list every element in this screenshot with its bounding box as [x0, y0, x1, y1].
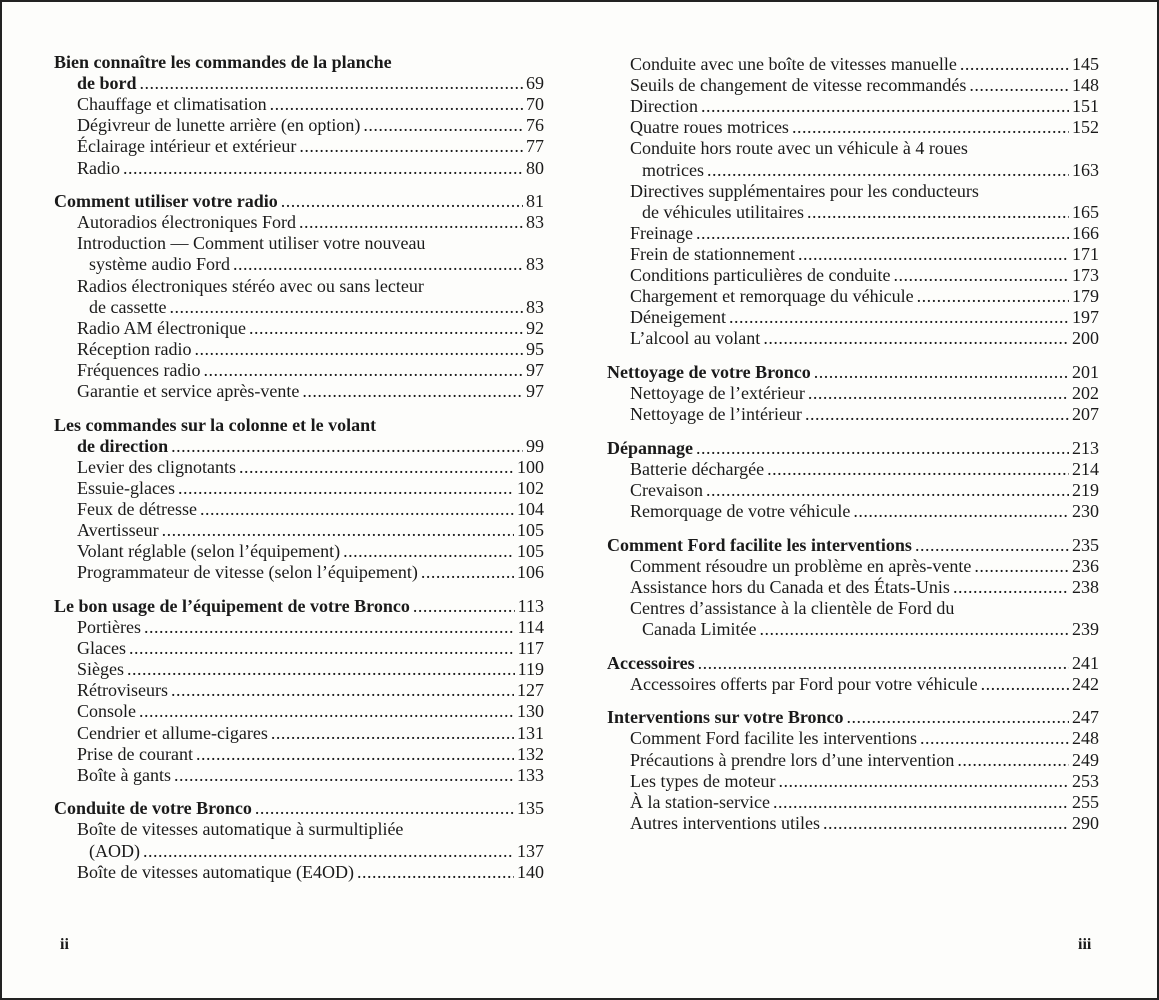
toc-entry-title: Nettoyage de l’extérieur — [630, 383, 805, 403]
toc-entry — [630, 674, 1099, 695]
dot-leader — [127, 659, 515, 680]
dot-leader — [920, 728, 1069, 749]
toc-entry-page: 106 — [517, 562, 544, 583]
toc-entry — [77, 765, 544, 786]
toc-entry-title: Batterie déchargée — [630, 458, 765, 479]
toc-entry-title: Boîte de vitesses automatique (E4OD) — [77, 861, 354, 882]
toc-entry-title: Chargement et remorquage du véhicule — [630, 286, 914, 307]
toc-entry — [77, 360, 544, 381]
toc-entry-heading — [77, 819, 544, 840]
toc-entry-page: 130 — [517, 701, 544, 722]
toc-entry-page: 81 — [526, 191, 544, 212]
toc-entry-title: Autres interventions utiles — [630, 812, 820, 833]
dot-leader — [129, 638, 515, 659]
toc-entry-title: Comment Ford facilite les interventions — [607, 534, 912, 555]
toc-entry-title: de véhicules utilitaires — [642, 201, 804, 222]
toc-entry — [89, 841, 544, 862]
toc-entry-title: Sièges — [77, 659, 124, 680]
toc-entry-title: Réception radio — [77, 338, 192, 359]
toc-entry — [54, 596, 544, 617]
toc-entry-title: Conduite de votre Bronco — [54, 798, 252, 819]
dot-leader — [413, 596, 515, 617]
toc-entry-title: Centres d’assistance à la clientèle de Ford du — [630, 597, 955, 618]
dot-leader — [808, 383, 1069, 404]
toc-entry-title: Précautions à prendre lors d’une intervention — [630, 749, 955, 770]
toc-entry — [642, 619, 1099, 640]
dot-leader — [421, 562, 514, 583]
toc-entry-page: 201 — [1072, 361, 1099, 382]
toc-entry-page: 242 — [1072, 673, 1099, 694]
toc-entry-page: 166 — [1072, 222, 1099, 243]
dot-leader — [696, 223, 1069, 244]
toc-entry-page: 238 — [1072, 576, 1099, 597]
toc-entry-title: Console — [77, 701, 137, 722]
toc-entry-page: 104 — [517, 499, 544, 519]
dot-leader — [281, 191, 523, 212]
toc-entry-title: Garantie et service après-vente — [77, 381, 300, 401]
toc-entry-page: 83 — [526, 212, 544, 233]
toc-entry-title: Éclairage intérieur et extérieur — [77, 136, 297, 157]
toc-entry — [77, 457, 544, 478]
dot-leader — [798, 244, 1069, 265]
toc-entry — [77, 659, 544, 680]
toc-entry-page: 83 — [526, 254, 544, 275]
toc-entry — [77, 638, 544, 659]
toc-entry — [630, 244, 1099, 265]
toc-entry-title: Chauffage et climatisation — [77, 94, 267, 115]
toc-entry-title: Programmateur de vitesse (selon l’équipement) — [77, 562, 418, 583]
toc-entry — [630, 813, 1099, 834]
toc-entry-page: 135 — [517, 798, 544, 819]
toc-entry-page: 213 — [1072, 437, 1099, 458]
toc-entry — [630, 383, 1099, 404]
toc-entry — [630, 792, 1099, 813]
dot-leader — [814, 362, 1069, 383]
toc-entry-page: 248 — [1072, 728, 1099, 749]
toc-entry-title: Essuie-glaces — [77, 477, 175, 498]
toc-entry-title: Dégivreur de lunette arrière (en option) — [77, 115, 361, 136]
toc-entry-page: 97 — [526, 359, 544, 380]
dot-leader — [299, 136, 523, 157]
toc-entry-page: 131 — [517, 722, 544, 743]
toc-entry-page: 152 — [1072, 117, 1099, 138]
toc-entry-page: 117 — [517, 638, 544, 659]
toc-entry — [607, 362, 1099, 383]
toc-entry-page: 105 — [517, 541, 544, 562]
toc-entry-title: de bord — [77, 73, 137, 94]
toc-entry-page: 92 — [526, 317, 544, 338]
toc-entry-title: Crevaison — [630, 479, 703, 500]
dot-leader — [960, 54, 1069, 75]
toc-entry — [77, 73, 544, 94]
toc-entry — [630, 223, 1099, 244]
dot-leader — [792, 117, 1069, 138]
dot-leader — [917, 286, 1069, 307]
toc-entry-title: Accessoires — [607, 652, 695, 673]
toc-entry-page: 69 — [526, 73, 544, 94]
page-number-left: ii — [60, 936, 69, 953]
toc-entry-title: Seuils de changement de vitesse recommandés — [630, 75, 967, 96]
toc-entry-heading — [54, 52, 544, 73]
toc-entry — [630, 404, 1099, 425]
dot-leader — [233, 254, 523, 275]
dot-leader — [953, 577, 1069, 598]
toc-entry-title: Autoradios électroniques Ford — [77, 212, 296, 233]
toc-entry-page: 290 — [1072, 812, 1099, 833]
toc-entry-title: Portières — [77, 617, 141, 637]
toc-entry-page: 132 — [517, 743, 544, 764]
toc-entry-title: Déneigement — [630, 307, 726, 328]
dot-leader — [778, 771, 1069, 792]
dot-leader — [853, 501, 1069, 522]
toc-entry — [630, 577, 1099, 598]
toc-entry — [630, 96, 1099, 117]
dot-leader — [729, 307, 1069, 328]
dot-leader — [270, 94, 523, 115]
dot-leader — [239, 457, 514, 478]
toc-entry-page: 171 — [1072, 243, 1099, 264]
toc-entry-page: 83 — [526, 296, 544, 317]
toc-entry — [630, 501, 1099, 522]
dot-leader — [773, 792, 1069, 813]
toc-entry — [77, 680, 544, 701]
toc-entry — [630, 459, 1099, 480]
toc-entry-page: 236 — [1072, 555, 1099, 576]
toc-entry — [630, 265, 1099, 286]
toc-entry-page: 113 — [517, 595, 544, 616]
toc-entry-title: Cendrier et allume-cigares — [77, 722, 268, 743]
dot-leader — [123, 158, 523, 179]
toc-entry-title: Accessoires offerts par Ford pour votre véhicule — [630, 673, 978, 694]
toc-entry-title: Fréquences radio — [77, 359, 201, 380]
dot-leader — [140, 73, 523, 94]
dot-leader — [893, 265, 1069, 286]
toc-entry-title: Canada Limitée — [642, 619, 757, 639]
dot-leader — [139, 701, 514, 722]
toc-entry — [630, 54, 1099, 75]
toc-entry — [630, 286, 1099, 307]
toc-entry — [607, 653, 1099, 674]
toc-entry — [77, 541, 544, 562]
toc-entry — [630, 307, 1099, 328]
dot-leader — [144, 617, 515, 638]
dot-leader — [143, 841, 514, 862]
toc-entry-page: 99 — [526, 435, 544, 456]
toc-entry-title: Le bon usage de l’équipement de votre Bronco — [54, 595, 410, 616]
toc-entry-page: 127 — [517, 680, 544, 701]
toc-entry-title: Directives supplémentaires pour les conducteurs — [630, 180, 979, 201]
toc-entry-page: 119 — [517, 659, 544, 680]
dot-leader — [701, 96, 1069, 117]
dot-leader — [162, 520, 514, 541]
toc-entry — [77, 318, 544, 339]
toc-entry-page: 105 — [517, 520, 544, 541]
toc-entry-title: Interventions sur votre Bronco — [607, 707, 844, 728]
toc-entry — [77, 562, 544, 583]
toc-entry-page: 80 — [526, 157, 544, 178]
toc-entry-page: 255 — [1072, 791, 1099, 812]
toc-entry-title: Introduction — Comment utiliser votre nouveau — [77, 233, 426, 254]
dot-leader — [981, 674, 1069, 695]
dot-leader — [299, 212, 523, 233]
toc-entry-page: 97 — [526, 381, 544, 401]
dot-leader — [847, 707, 1070, 728]
toc-entry-page: 114 — [517, 617, 544, 637]
toc-entry — [77, 701, 544, 722]
toc-entry — [77, 94, 544, 115]
toc-entry-title: Les commandes sur la colonne et le volant — [54, 414, 377, 435]
page-number-right: iii — [1078, 936, 1092, 953]
toc-entry-title: Volant réglable (selon l’équipement) — [77, 541, 341, 562]
toc-entry-title: Les types de moteur — [630, 770, 776, 791]
toc-entry-page: 239 — [1072, 619, 1099, 639]
dot-leader — [203, 360, 523, 381]
dot-leader — [194, 339, 523, 360]
toc-entry — [77, 381, 544, 402]
toc-entry — [607, 438, 1099, 459]
toc-entry — [642, 160, 1099, 181]
toc-entry-page: 214 — [1072, 458, 1099, 479]
toc-entry-heading — [630, 138, 1099, 159]
toc-entry — [89, 254, 544, 275]
toc-entry — [630, 328, 1099, 349]
toc-entry-page: 140 — [517, 861, 544, 882]
toc-entry — [630, 117, 1099, 138]
toc-entry-heading — [630, 598, 1099, 619]
toc-entry — [77, 115, 544, 136]
toc-entry-page: 100 — [517, 456, 544, 477]
toc-entry-page: 133 — [517, 764, 544, 785]
dot-leader — [957, 750, 1069, 771]
dot-leader — [169, 297, 523, 318]
toc-entry-heading — [54, 415, 544, 436]
toc-entry-page: 249 — [1072, 749, 1099, 770]
toc-entry-title: Rétroviseurs — [77, 680, 168, 701]
toc-entry — [54, 191, 544, 212]
dot-leader — [200, 499, 514, 520]
dot-leader — [767, 459, 1069, 480]
toc-entry — [630, 750, 1099, 771]
toc-entry-title: de cassette — [89, 296, 167, 317]
dot-leader — [915, 535, 1069, 556]
dot-leader — [178, 478, 514, 499]
toc-entry — [607, 707, 1099, 728]
toc-entry-title: Feux de détresse — [77, 499, 197, 519]
toc-entry-page: 148 — [1072, 75, 1099, 96]
dot-leader — [698, 653, 1069, 674]
toc-entry-title: Quatre roues motrices — [630, 117, 789, 138]
toc-entry — [77, 723, 544, 744]
toc-entry-title: Radio — [77, 157, 120, 178]
dot-leader — [196, 744, 514, 765]
dot-leader — [171, 436, 523, 457]
toc-entry — [77, 520, 544, 541]
toc-entry-title: Levier des clignotants — [77, 456, 236, 477]
toc-entry — [89, 297, 544, 318]
toc-entry-title: Freinage — [630, 222, 693, 243]
toc-entry-title: Radios électroniques stéréo avec ou sans lecteur — [77, 275, 424, 296]
toc-entry-page: 219 — [1072, 479, 1099, 500]
toc-entry — [630, 728, 1099, 749]
toc-entry-title: Avertisseur — [77, 520, 159, 541]
toc-entry-page: 207 — [1072, 404, 1099, 425]
toc-entry-page: 76 — [526, 115, 544, 136]
toc-entry-title: Dépannage — [607, 437, 694, 458]
toc-entry-title: Bien connaître les commandes de la planche — [54, 52, 392, 72]
toc-entry-title: Frein de stationnement — [630, 243, 795, 264]
toc-entry-title: système audio Ford — [89, 254, 230, 275]
toc-entry-page: 179 — [1072, 286, 1099, 307]
toc-entry — [630, 771, 1099, 792]
toc-entry-title: Assistance hors du Canada et des États-Unis — [630, 576, 950, 597]
dot-leader — [174, 765, 514, 786]
toc-entry-heading — [77, 276, 544, 297]
toc-entry-page: 197 — [1072, 307, 1099, 328]
toc-entry-title: Boîte à gants — [77, 764, 171, 785]
toc-entry-title: Remorquage de votre véhicule — [630, 501, 851, 521]
toc-entry-page: 102 — [517, 477, 544, 498]
toc-entry — [77, 617, 544, 638]
toc-entry-page: 145 — [1072, 54, 1099, 74]
dot-leader — [302, 381, 523, 402]
toc-entry — [77, 744, 544, 765]
dot-leader — [763, 328, 1069, 349]
toc-entry-page: 253 — [1072, 770, 1099, 791]
toc-entry-title: Glaces — [77, 638, 126, 659]
toc-entry — [77, 158, 544, 179]
toc-entry-page: 235 — [1072, 534, 1099, 555]
toc-entry-page: 173 — [1072, 265, 1099, 285]
dot-leader — [969, 75, 1069, 96]
toc-entry-title: Conduite avec une boîte de vitesses manuelle — [630, 54, 957, 74]
dot-leader — [363, 115, 523, 136]
toc-entry-title: Nettoyage de votre Bronco — [607, 361, 811, 382]
dot-leader — [357, 862, 514, 883]
toc-entry — [77, 212, 544, 233]
toc-entry — [77, 136, 544, 157]
dot-leader — [271, 723, 514, 744]
toc-entry — [77, 499, 544, 520]
dot-leader — [249, 318, 523, 339]
dot-leader — [255, 798, 514, 819]
toc-entry — [642, 202, 1099, 223]
toc-entry-page: 137 — [517, 840, 544, 861]
toc-entry — [77, 478, 544, 499]
toc-entry-page: 200 — [1072, 328, 1099, 349]
toc-entry-page: 165 — [1072, 201, 1099, 222]
toc-entry-page: 241 — [1072, 652, 1099, 673]
dot-leader — [696, 438, 1069, 459]
toc-entry-page: 247 — [1072, 707, 1099, 728]
dot-leader — [805, 404, 1069, 425]
toc-entry — [54, 798, 544, 819]
toc-entry-title: Comment résoudre un problème en après-vente — [630, 555, 972, 576]
toc-entry — [77, 339, 544, 360]
dot-leader — [759, 619, 1069, 640]
toc-entry-title: L’alcool au volant — [630, 328, 761, 349]
toc-entry — [607, 535, 1099, 556]
toc-entry-title: motrices — [642, 159, 704, 180]
toc-entry — [630, 480, 1099, 501]
toc-entry-title: Direction — [630, 96, 698, 117]
toc-entry-title: À la station-service — [630, 791, 770, 812]
toc-entry — [77, 436, 544, 457]
dot-leader — [343, 541, 514, 562]
dot-leader — [823, 813, 1069, 834]
toc-entry — [630, 75, 1099, 96]
toc-entry-page: 151 — [1072, 96, 1099, 117]
toc-entry-title: Boîte de vitesses automatique à surmultipliée — [77, 819, 404, 840]
dot-leader — [974, 556, 1069, 577]
toc-entry-title: Comment utiliser votre radio — [54, 191, 278, 212]
toc-entry-title: (AOD) — [89, 840, 140, 861]
toc-entry-title: Prise de courant — [77, 743, 193, 764]
toc-entry-title: Conditions particulières de conduite — [630, 265, 891, 285]
toc-entry-heading — [630, 181, 1099, 202]
dot-leader — [807, 202, 1069, 223]
toc-entry-page: 202 — [1072, 383, 1099, 403]
toc-entry-page: 163 — [1072, 159, 1099, 180]
toc-entry-page: 77 — [526, 136, 544, 157]
toc-entry-title: Comment Ford facilite les interventions — [630, 728, 917, 749]
toc-entry-page: 70 — [526, 94, 544, 115]
toc-entry-title: Nettoyage de l’intérieur — [630, 404, 802, 425]
toc-entry-heading — [77, 233, 544, 254]
dot-leader — [707, 160, 1069, 181]
toc-entry-title: Radio AM électronique — [77, 317, 246, 338]
toc-entry-page: 230 — [1072, 501, 1099, 521]
dot-leader — [706, 480, 1069, 501]
toc-entry — [77, 862, 544, 883]
toc-entry-title: de direction — [77, 435, 169, 456]
toc-entry-page: 95 — [526, 338, 544, 359]
toc-entry-title: Conduite hors route avec un véhicule à 4 roues — [630, 138, 968, 159]
dot-leader — [171, 680, 514, 701]
toc-entry — [630, 556, 1099, 577]
